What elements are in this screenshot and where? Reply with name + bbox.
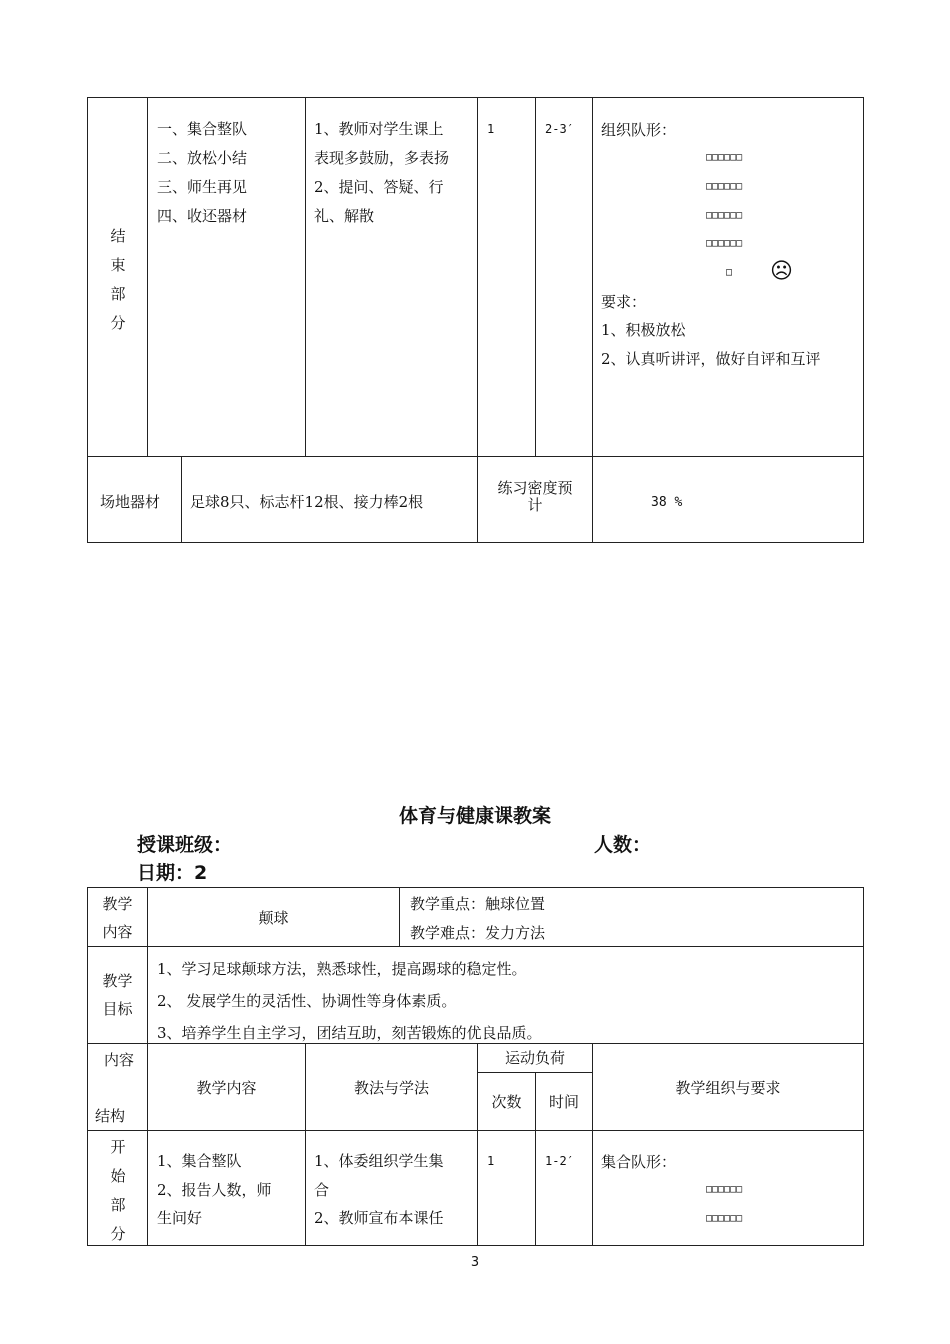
equipment-value: 足球8只、标志杆12根、接力棒2根: [190, 493, 424, 511]
closing-content-item: 二、放松小结: [157, 149, 248, 167]
start-part-label: [108, 1133, 128, 1249]
goal-item: 1、学习足球颠球方法，熟悉球性，提高踢球的稳定性。: [157, 960, 527, 978]
part-label-char: 始: [110, 1167, 126, 1185]
density-label-line: 练习密度预: [497, 479, 573, 497]
formation-row: □□□□□□: [706, 181, 743, 192]
density-value: 38 %: [651, 495, 683, 510]
part-label-char: 部: [110, 1196, 126, 1214]
start-content-item: 1、集合整队: [157, 1152, 242, 1170]
start-content-item: 生问好: [157, 1209, 203, 1227]
start-count: 1: [487, 1154, 495, 1168]
content-label-line: 内容: [102, 923, 133, 941]
content-label-line: 教学: [102, 895, 133, 913]
page-title: 体育与健康课教案: [398, 805, 551, 827]
start-time: 1-2′: [545, 1154, 574, 1168]
difficulty: 教学难点：发力方法: [410, 924, 546, 942]
goal-label-line: 教学: [102, 972, 133, 990]
closing-method-line: 2、提问、答疑、行: [314, 178, 444, 196]
col-method-header: 教法与学法: [353, 1079, 429, 1097]
goal-label-line: 目标: [102, 1000, 133, 1018]
start-method-line: 合: [314, 1181, 330, 1199]
closing-count: 1: [487, 122, 495, 136]
col-org-header: 教学组织与要求: [675, 1079, 781, 1097]
density-label-line: 计: [527, 496, 543, 514]
goal-item: 3、培养学生自主学习，团结互助，刻苦锻炼的优良品质。: [157, 1024, 542, 1042]
structure-bottom-label: 结构: [95, 1107, 126, 1125]
part-label-char: 部: [110, 285, 126, 303]
col-count-header: 次数: [491, 1093, 522, 1111]
col-content-header: 教学内容: [196, 1079, 257, 1097]
closing-method-line: 表现多鼓励，多表扬: [314, 149, 450, 167]
teacher-mark: □: [726, 267, 733, 278]
content-label: [88, 890, 147, 946]
col-load-header: 运动负荷: [504, 1049, 565, 1067]
density-label: [478, 480, 592, 514]
structure-top-label: 内容: [104, 1051, 135, 1069]
closing-part-label: [108, 222, 128, 338]
part-label-char: 结: [110, 227, 126, 245]
formation-row: □□□□□□: [706, 1184, 743, 1195]
part-label-char: 束: [110, 256, 126, 274]
requirement-item: 1、积极放松: [601, 321, 686, 339]
part-label-char: 开: [110, 1138, 126, 1156]
formation-row: □□□□□□: [706, 238, 743, 249]
start-method-line: 2、教师宣布本课任: [314, 1209, 444, 1227]
formation-row: □□□□□□: [706, 1213, 743, 1224]
start-content-item: 2、报告人数，师: [157, 1181, 272, 1199]
closing-content-item: 一、集合整队: [157, 120, 248, 138]
start-org-title: 集合队形：: [601, 1153, 677, 1171]
closing-content-item: 四、收还器材: [157, 207, 248, 225]
goal-item: 2、 发展学生的灵活性、协调性等身体素质。: [157, 992, 457, 1010]
part-label-char: 分: [110, 314, 126, 332]
people-label: 人数：: [594, 834, 652, 856]
formation-row: □□□□□□: [706, 210, 743, 221]
closing-time: 2-3′: [545, 122, 574, 136]
equipment-label: 场地器材: [100, 493, 161, 511]
part-label-char: 分: [110, 1225, 126, 1243]
org-title: 组织队形：: [601, 121, 677, 139]
formation-row: □□□□□□: [706, 152, 743, 163]
requirement-item: 2、认真听讲评，做好自评和互评: [601, 350, 821, 368]
start-method-line: 1、体委组织学生集: [314, 1152, 444, 1170]
closing-content-item: 三、师生再见: [157, 178, 248, 196]
key-point: 教学重点：触球位置: [410, 895, 546, 913]
col-time-header: 时间: [548, 1093, 579, 1111]
class-label: 授课班级：: [137, 834, 233, 856]
date-label: 日期：2: [137, 862, 208, 884]
closing-method-line: 1、教师对学生课上: [314, 120, 444, 138]
page-number: 3: [470, 1255, 480, 1270]
closing-method-line: 礼、解散: [314, 207, 375, 225]
requirements-title: 要求：: [601, 293, 647, 311]
sad-face-icon: ☹: [770, 259, 793, 284]
content-value: 颠球: [258, 909, 289, 927]
goal-label: [88, 967, 147, 1023]
